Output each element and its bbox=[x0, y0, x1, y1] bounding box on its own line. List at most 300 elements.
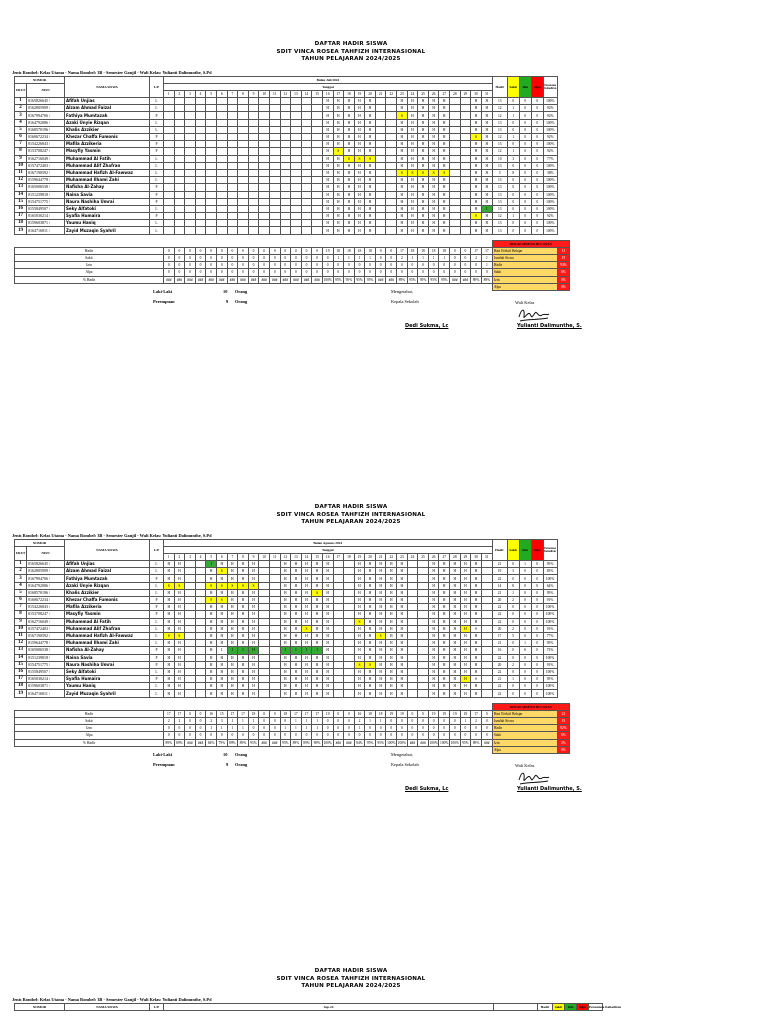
attendance-cell: H bbox=[397, 690, 408, 697]
attendance-cell bbox=[450, 177, 461, 184]
summary-cell: 17 bbox=[164, 710, 175, 717]
attendance-cell bbox=[238, 198, 249, 205]
summary-cell: 0 bbox=[301, 255, 312, 262]
summary-cell: 1 bbox=[238, 718, 249, 725]
attendance-cell: H bbox=[397, 661, 408, 668]
summary-cell: ### bbox=[418, 739, 429, 746]
attendance-cell: H bbox=[450, 676, 461, 683]
summary-cell: 100% bbox=[429, 740, 438, 745]
attendance-cell: H bbox=[397, 575, 408, 582]
attendance-cell bbox=[269, 162, 280, 169]
attendance-cell bbox=[280, 191, 291, 198]
attendance-cell bbox=[450, 198, 461, 205]
attendance-cell bbox=[269, 589, 280, 596]
laki-label: Laki-Laki bbox=[153, 288, 173, 294]
student-lp: P bbox=[150, 191, 164, 198]
day-header: 16 bbox=[322, 90, 333, 97]
attendance-cell bbox=[450, 141, 461, 148]
student-nisn: 0154751775 / bbox=[27, 661, 65, 668]
total-h: 22 bbox=[492, 575, 507, 582]
attendance-cell bbox=[407, 676, 418, 683]
attendance-cell bbox=[238, 227, 249, 234]
attendance-cell: S bbox=[471, 213, 482, 220]
attendance-cell bbox=[481, 640, 492, 647]
attendance-cell bbox=[248, 119, 259, 126]
attendance-cell bbox=[344, 668, 355, 675]
summary-cell: 0 bbox=[439, 718, 450, 725]
attendance-cell bbox=[375, 98, 386, 105]
attendance-cell bbox=[206, 112, 217, 119]
attendance-cell bbox=[301, 155, 312, 162]
student-name: Fathiya Mumtazah bbox=[65, 112, 150, 119]
attendance-cell: H bbox=[397, 184, 408, 191]
attendance-cell bbox=[216, 119, 227, 126]
attendance-cell: H bbox=[301, 597, 312, 604]
summary-cell: 0 bbox=[407, 718, 418, 725]
attendance-cell: H bbox=[471, 205, 482, 212]
attendance-table bbox=[14, 76, 558, 235]
student-name: Muhammad Al Fatih bbox=[65, 618, 150, 625]
total-i: 0 bbox=[519, 582, 531, 589]
total-a: 0 bbox=[531, 191, 543, 198]
attendance-cell: H bbox=[397, 683, 408, 690]
attendance-cell bbox=[227, 191, 238, 198]
student-nisn: 0157472403 / bbox=[27, 625, 65, 632]
total-p: 77% bbox=[543, 155, 557, 162]
attendance-cell: H bbox=[301, 589, 312, 596]
attendance-cell: H bbox=[375, 640, 386, 647]
table-row bbox=[15, 568, 558, 575]
kepsek-name: Dedi Sukma, Lc bbox=[405, 785, 449, 792]
col-persen: Persentase Kehadiran bbox=[589, 1004, 621, 1009]
attendance-cell: H bbox=[248, 640, 259, 647]
attendance-cell bbox=[291, 141, 302, 148]
total-i: 0 bbox=[519, 98, 531, 105]
rekap-value: 2% bbox=[557, 739, 569, 746]
attendance-cell bbox=[259, 582, 270, 589]
attendance-cell bbox=[195, 126, 206, 133]
total-i: 0 bbox=[519, 141, 531, 148]
attendance-cell bbox=[386, 177, 397, 184]
col-sakit: Sakit bbox=[507, 76, 519, 98]
total-p: 100% bbox=[543, 191, 557, 198]
total-a: 0 bbox=[531, 220, 543, 227]
summary-cell: 0 bbox=[312, 247, 323, 254]
attendance-cell: H bbox=[365, 119, 376, 126]
attendance-cell: H bbox=[428, 134, 439, 141]
attendance-cell bbox=[227, 134, 238, 141]
summary-cell: ### bbox=[174, 276, 185, 283]
summary-cell: 17 bbox=[471, 247, 482, 254]
attendance-cell bbox=[185, 220, 196, 227]
attendance-cell: H bbox=[397, 177, 408, 184]
attendance-cell: H bbox=[418, 184, 429, 191]
attendance-cell: H bbox=[375, 561, 386, 568]
attendance-cell: H bbox=[312, 640, 323, 647]
attendance-cell: H bbox=[322, 654, 333, 661]
total-a: 0 bbox=[531, 184, 543, 191]
student-nisn: 0162716049 / bbox=[27, 155, 65, 162]
attendance-cell: H bbox=[439, 191, 450, 198]
summary-cell: 0 bbox=[481, 269, 492, 276]
student-nisn: 0167190592 / bbox=[27, 632, 65, 639]
attendance-cell bbox=[185, 227, 196, 234]
summary-cell: 0 bbox=[238, 247, 249, 254]
walikelas-label: Wali Kelas bbox=[515, 762, 535, 768]
col-nomor: NOMOR bbox=[15, 76, 65, 83]
attendance-cell: H bbox=[301, 683, 312, 690]
attendance-cell bbox=[312, 98, 323, 105]
attendance-cell bbox=[185, 690, 196, 697]
attendance-cell bbox=[344, 676, 355, 683]
attendance-cell: H bbox=[238, 618, 249, 625]
attendance-cell: H bbox=[407, 134, 418, 141]
student-name: Khezar Chaffa Fumonis bbox=[65, 597, 150, 604]
attendance-cell bbox=[227, 184, 238, 191]
attendance-cell bbox=[280, 198, 291, 205]
rekap-key: Sakit bbox=[492, 269, 557, 276]
attendance-cell bbox=[301, 105, 312, 112]
summary-cell: 95% bbox=[377, 740, 384, 745]
attendance-cell bbox=[291, 227, 302, 234]
attendance-cell: H bbox=[344, 205, 355, 212]
summary-cell: 18 bbox=[375, 710, 386, 717]
summary-cell: 0 bbox=[460, 247, 471, 254]
total-s: 0 bbox=[507, 198, 519, 205]
table-row bbox=[15, 98, 558, 105]
attendance-cell: H bbox=[386, 690, 397, 697]
student-no: 19 bbox=[15, 690, 27, 697]
attendance-cell: H bbox=[428, 632, 439, 639]
day-header: 4 bbox=[195, 553, 206, 560]
attendance-cell bbox=[375, 177, 386, 184]
attendance-cell bbox=[259, 676, 270, 683]
attendance-cell bbox=[185, 661, 196, 668]
attendance-cell: H bbox=[322, 98, 333, 105]
attendance-cell: H bbox=[354, 177, 365, 184]
summary-row bbox=[15, 262, 570, 269]
summary-cell: 0 bbox=[248, 732, 259, 739]
attendance-cell: H bbox=[354, 162, 365, 169]
summary-cell: 0 bbox=[185, 269, 196, 276]
attendance-cell bbox=[481, 604, 492, 611]
attendance-cell: H bbox=[481, 184, 492, 191]
attendance-cell bbox=[248, 213, 259, 220]
total-h: 13 bbox=[492, 198, 507, 205]
total-a: 0 bbox=[531, 661, 543, 668]
attendance-cell bbox=[407, 625, 418, 632]
attendance-cell bbox=[481, 618, 492, 625]
attendance-cell bbox=[216, 205, 227, 212]
attendance-cell bbox=[333, 654, 344, 661]
student-lp: P bbox=[150, 597, 164, 604]
summary-cell: 1 bbox=[291, 718, 302, 725]
student-lp: L bbox=[150, 568, 164, 575]
day-header: 18 bbox=[344, 553, 355, 560]
col-hadir: Hadir bbox=[492, 76, 507, 98]
student-nisn: 0165826645 / bbox=[27, 561, 65, 568]
summary-cell: 0 bbox=[354, 262, 365, 269]
attendance-cell: H bbox=[312, 668, 323, 675]
attendance-cell: H bbox=[439, 668, 450, 675]
student-lp: L bbox=[150, 640, 164, 647]
attendance-cell bbox=[418, 561, 429, 568]
summary-cell: 89% bbox=[176, 740, 183, 745]
total-h: 22 bbox=[492, 683, 507, 690]
attendance-cell: H bbox=[428, 213, 439, 220]
attendance-cell bbox=[375, 119, 386, 126]
attendance-cell: H bbox=[365, 213, 376, 220]
attendance-cell bbox=[269, 683, 280, 690]
student-name: Alzam Ahmad Faizal bbox=[65, 568, 150, 575]
attendance-cell: H bbox=[365, 647, 376, 654]
attendance-cell bbox=[460, 98, 471, 105]
attendance-cell: H bbox=[322, 141, 333, 148]
attendance-cell: H bbox=[407, 177, 418, 184]
attendance-cell bbox=[386, 220, 397, 227]
attendance-cell: H bbox=[322, 632, 333, 639]
total-a: 0 bbox=[531, 105, 543, 112]
attendance-cell: H bbox=[354, 575, 365, 582]
student-no: 13 bbox=[15, 184, 27, 191]
total-s: 0 bbox=[507, 654, 519, 661]
attendance-cell: H bbox=[418, 141, 429, 148]
summary-cell: 1 bbox=[481, 262, 492, 269]
attendance-cell bbox=[291, 119, 302, 126]
student-name: Afifah Unjias bbox=[65, 561, 150, 568]
attendance-cell bbox=[227, 112, 238, 119]
summary-cell: 0 bbox=[375, 255, 386, 262]
attendance-cell: H bbox=[439, 654, 450, 661]
summary-cell: 0 bbox=[269, 725, 280, 732]
attendance-cell bbox=[481, 668, 492, 675]
attendance-cell: H bbox=[428, 625, 439, 632]
attendance-cell bbox=[450, 169, 461, 176]
day-header: 22 bbox=[386, 90, 397, 97]
student-no: 3 bbox=[15, 112, 27, 119]
summary-cell: 0 bbox=[206, 732, 217, 739]
day-header: 5 bbox=[206, 553, 217, 560]
total-s: 5 bbox=[507, 632, 519, 639]
attendance-cell: H bbox=[322, 162, 333, 169]
table-row bbox=[15, 561, 558, 568]
student-name: Mafila Azzikeria bbox=[65, 141, 150, 148]
student-lp: L bbox=[150, 105, 164, 112]
header-line3: TAHUN PELAJARAN 2024/2025 bbox=[301, 983, 401, 989]
col-persen: Persentase Kehadiran bbox=[543, 539, 557, 561]
summary-cell: 84% bbox=[207, 740, 215, 745]
attendance-cell: H bbox=[481, 112, 492, 119]
attendance-cell: H bbox=[428, 155, 439, 162]
col-sakit: Sakit bbox=[553, 1003, 565, 1010]
attendance-cell: H bbox=[227, 640, 238, 647]
attendance-cell: S bbox=[216, 597, 227, 604]
attendance-cell: H bbox=[397, 134, 408, 141]
student-nisn: 0154226843 / bbox=[27, 604, 65, 611]
total-s: 0 bbox=[507, 162, 519, 169]
attendance-cell: H bbox=[333, 141, 344, 148]
attendance-cell bbox=[227, 155, 238, 162]
student-name: Alzam Ahmad Faizal bbox=[65, 105, 150, 112]
attendance-cell: H bbox=[471, 640, 482, 647]
summary-cell: 0 bbox=[418, 732, 429, 739]
total-p: 100% bbox=[543, 177, 557, 184]
attendance-cell: H bbox=[397, 198, 408, 205]
attendance-cell: H bbox=[428, 597, 439, 604]
attendance-cell: H bbox=[407, 141, 418, 148]
summary-label: Izin bbox=[15, 725, 164, 732]
attendance-cell: H bbox=[174, 597, 185, 604]
attendance-cell: H bbox=[344, 141, 355, 148]
attendance-cell bbox=[333, 611, 344, 618]
attendance-cell: H bbox=[386, 661, 397, 668]
attendance-cell: H bbox=[291, 676, 302, 683]
attendance-cell bbox=[259, 690, 270, 697]
attendance-cell: H bbox=[280, 604, 291, 611]
attendance-cell: H bbox=[291, 661, 302, 668]
summary-cell: 0 bbox=[301, 262, 312, 269]
student-nisn: 0165006538 / bbox=[27, 647, 65, 654]
rekap-value: 19 bbox=[557, 718, 569, 725]
signature-scribble bbox=[516, 305, 550, 325]
summary-cell: 95% bbox=[345, 277, 353, 282]
attendance-cell: H bbox=[365, 690, 376, 697]
attendance-cell bbox=[280, 177, 291, 184]
attendance-cell bbox=[259, 112, 270, 119]
attendance-cell bbox=[460, 227, 471, 234]
attendance-cell bbox=[238, 184, 249, 191]
summary-cell: 0 bbox=[227, 732, 238, 739]
attendance-cell: H bbox=[365, 618, 376, 625]
total-a: 0 bbox=[531, 647, 543, 654]
student-name: Zayid Muzaqin Syahril bbox=[65, 690, 150, 697]
attendance-cell: H bbox=[450, 661, 461, 668]
summary-cell: 0 bbox=[164, 732, 175, 739]
attendance-cell: H bbox=[471, 582, 482, 589]
attendance-cell: H bbox=[365, 668, 376, 675]
student-no: 14 bbox=[15, 654, 27, 661]
attendance-cell bbox=[259, 654, 270, 661]
attendance-cell: H bbox=[460, 654, 471, 661]
student-no: 15 bbox=[15, 198, 27, 205]
attendance-cell: H bbox=[386, 676, 397, 683]
attendance-cell: H bbox=[418, 198, 429, 205]
attendance-cell: H bbox=[322, 184, 333, 191]
summary-cell: 0 bbox=[344, 732, 355, 739]
attendance-cell bbox=[248, 112, 259, 119]
student-nisn: 0164792086 / bbox=[27, 119, 65, 126]
summary-cell: 0 bbox=[471, 269, 482, 276]
summary-cell: 0 bbox=[216, 247, 227, 254]
attendance-cell: I bbox=[301, 647, 312, 654]
attendance-cell: H bbox=[312, 654, 323, 661]
summary-cell: 18 bbox=[418, 247, 429, 254]
attendance-cell bbox=[481, 654, 492, 661]
attendance-cell bbox=[386, 148, 397, 155]
attendance-cell: H bbox=[301, 690, 312, 697]
attendance-cell: H bbox=[450, 611, 461, 618]
attendance-cell bbox=[259, 647, 270, 654]
attendance-cell bbox=[418, 676, 429, 683]
summary-cell: 0 bbox=[365, 262, 376, 269]
day-header: 2 bbox=[174, 90, 185, 97]
attendance-cell: H bbox=[248, 568, 259, 575]
attendance-cell: H bbox=[354, 98, 365, 105]
summary-cell: 0 bbox=[386, 247, 397, 254]
attendance-cell bbox=[418, 611, 429, 618]
signature-scribble bbox=[516, 768, 550, 788]
attendance-cell bbox=[227, 169, 238, 176]
total-a: 0 bbox=[531, 640, 543, 647]
attendance-cell: H bbox=[164, 561, 175, 568]
attendance-cell: H bbox=[386, 604, 397, 611]
attendance-cell: H bbox=[397, 625, 408, 632]
attendance-cell: H bbox=[344, 198, 355, 205]
rekap-value: 94% bbox=[557, 262, 569, 269]
student-name: Muhammad Alif Zhafran bbox=[65, 625, 150, 632]
attendance-cell bbox=[481, 647, 492, 654]
summary-label: Sakit bbox=[15, 255, 164, 262]
day-header: 12 bbox=[280, 553, 291, 560]
attendance-cell: H bbox=[227, 618, 238, 625]
attendance-cell: H bbox=[471, 98, 482, 105]
total-s: 0 bbox=[507, 126, 519, 133]
attendance-cell: H bbox=[280, 582, 291, 589]
attendance-cell bbox=[407, 661, 418, 668]
summary-cell: 0 bbox=[450, 269, 461, 276]
attendance-cell: H bbox=[322, 198, 333, 205]
attendance-cell bbox=[195, 191, 206, 198]
attendance-cell: H bbox=[174, 668, 185, 675]
rekap-key: Hari Efektif Belajar bbox=[492, 710, 557, 717]
attendance-cell bbox=[185, 597, 196, 604]
day-header: 19 bbox=[354, 553, 365, 560]
attendance-cell bbox=[344, 654, 355, 661]
attendance-cell bbox=[259, 162, 270, 169]
day-header: 19 bbox=[354, 90, 365, 97]
attendance-cell bbox=[216, 191, 227, 198]
attendance-cell bbox=[312, 169, 323, 176]
student-lp: L bbox=[150, 98, 164, 105]
attendance-cell: H bbox=[450, 640, 461, 647]
attendance-cell bbox=[164, 141, 175, 148]
total-s: 0 bbox=[507, 561, 519, 568]
attendance-cell bbox=[164, 119, 175, 126]
attendance-cell: H bbox=[354, 640, 365, 647]
attendance-cell bbox=[460, 191, 471, 198]
attendance-cell: H bbox=[322, 119, 333, 126]
summary-cell: ### bbox=[344, 739, 355, 746]
attendance-cell: H bbox=[450, 568, 461, 575]
attendance-cell bbox=[216, 213, 227, 220]
attendance-cell: H bbox=[280, 676, 291, 683]
summary-cell: 0 bbox=[238, 255, 249, 262]
attendance-cell bbox=[227, 177, 238, 184]
summary-cell: 0 bbox=[291, 732, 302, 739]
attendance-cell: H bbox=[481, 198, 492, 205]
day-header: 30 bbox=[471, 553, 482, 560]
attendance-cell bbox=[269, 690, 280, 697]
attendance-cell bbox=[185, 568, 196, 575]
attendance-cell: H bbox=[428, 575, 439, 582]
attendance-cell bbox=[238, 98, 249, 105]
attendance-cell: H bbox=[428, 126, 439, 133]
attendance-cell bbox=[206, 191, 217, 198]
student-lp: P bbox=[150, 676, 164, 683]
summary-cell: 0 bbox=[280, 269, 291, 276]
rekap-title: REKAP ABSENSI BULANAN bbox=[492, 703, 569, 710]
attendance-cell bbox=[259, 575, 270, 582]
